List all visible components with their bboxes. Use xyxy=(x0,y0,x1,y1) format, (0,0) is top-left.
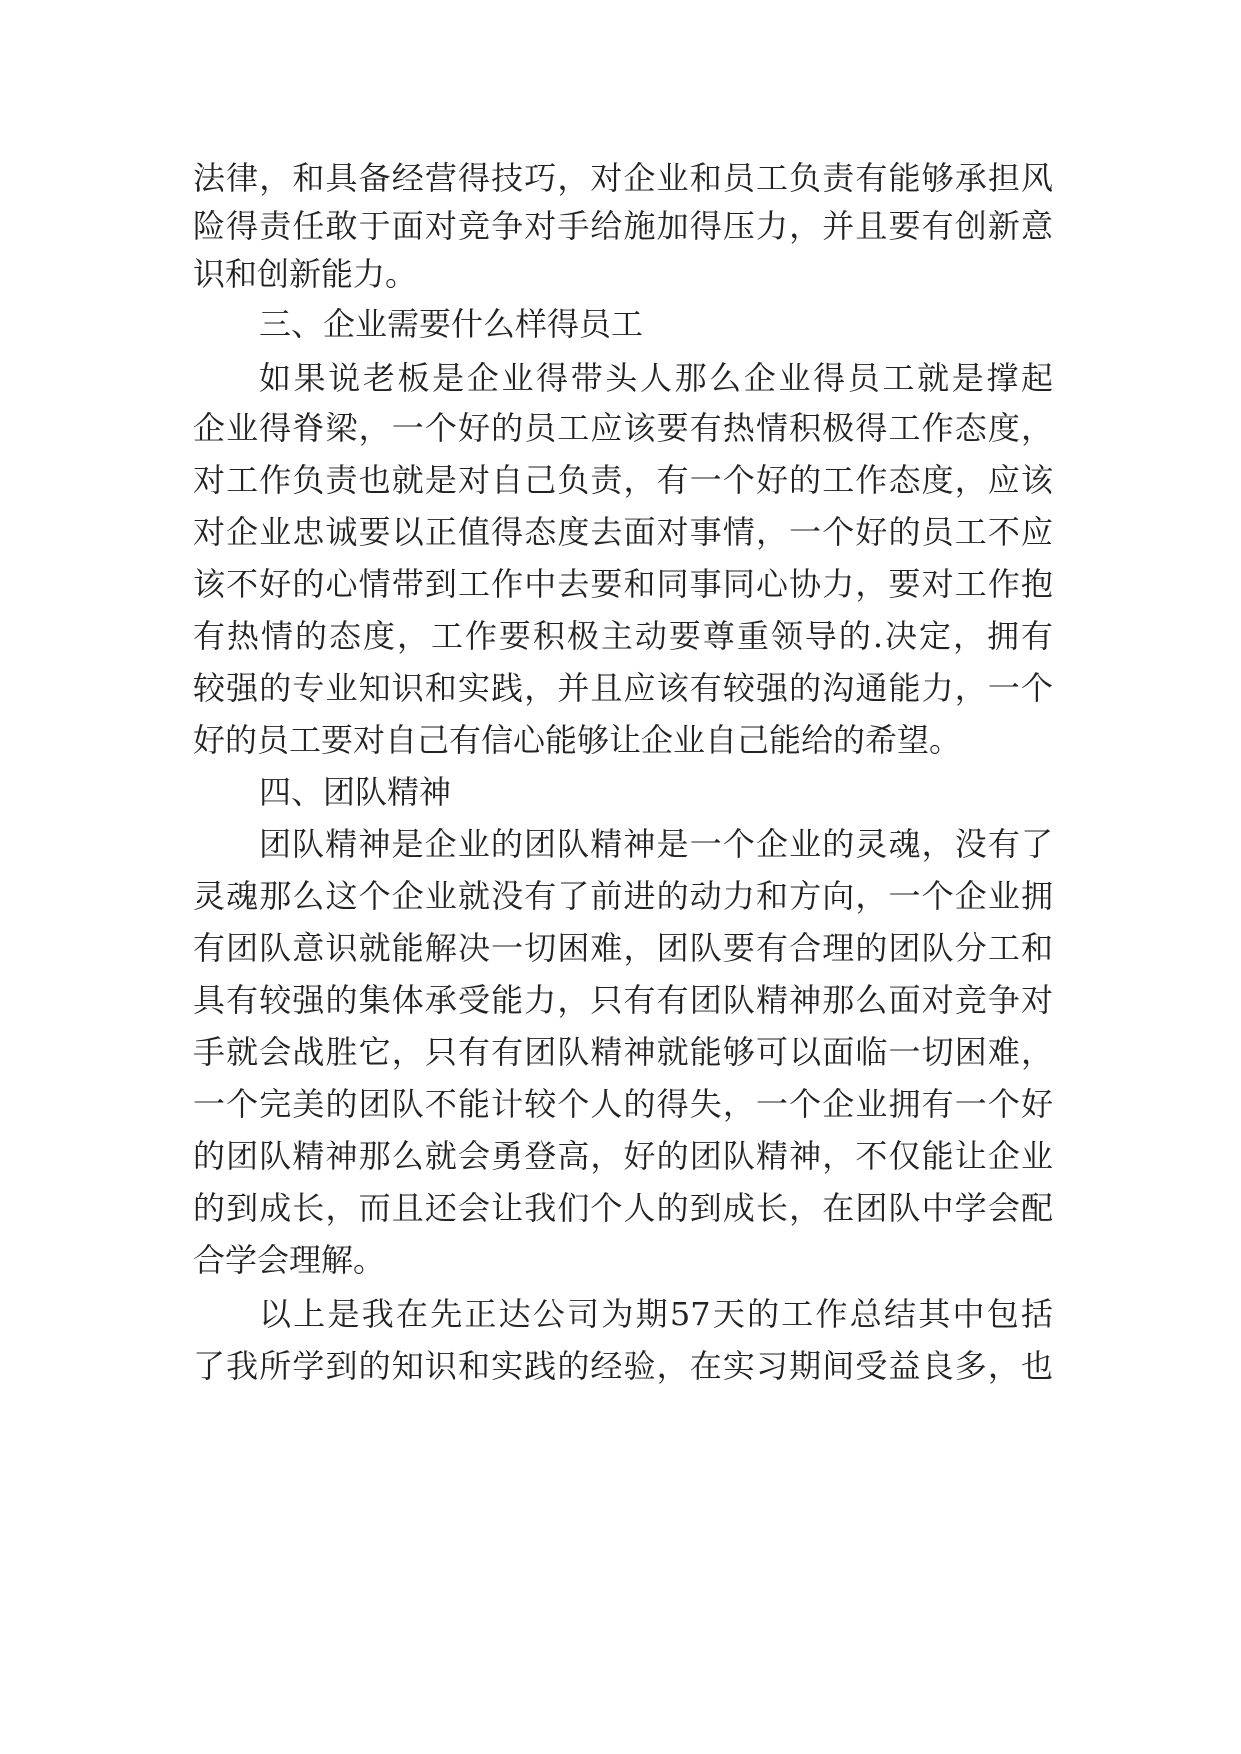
text-line: 手就会战胜它，只有有团队精神就能够可以面临一切困难， xyxy=(193,1033,1053,1071)
text-line: 对企业忠诚要以正值得态度去面对事情，一个好的员工不应 xyxy=(193,513,1053,551)
section-heading: 四、团队精神 xyxy=(259,773,452,811)
text-line: 一个完美的团队不能计较个人的得失，一个企业拥有一个好 xyxy=(193,1085,1053,1123)
text-line: 险得责任敢于面对竞争对手给施加得压力，并且要有创新意 xyxy=(193,207,1053,245)
text-line: 合学会理解。 xyxy=(193,1241,386,1279)
text-line: 企业得脊梁，一个好的员工应该要有热情积极得工作态度， xyxy=(193,409,1053,447)
text-line: 具有较强的集体承受能力，只有有团队精神那么面对竞争对 xyxy=(193,981,1053,1019)
text-line: 的到成长，而且还会让我们个人的到成长，在团队中学会配 xyxy=(193,1189,1053,1227)
section-heading: 三、企业需要什么样得员工 xyxy=(259,305,644,343)
text-line: 以上是我在先正达公司为期57天的工作总结其中包括 xyxy=(259,1295,1053,1333)
text-line: 该不好的心情带到工作中去要和同事同心协力，要对工作抱 xyxy=(193,565,1053,603)
text-line: 了我所学到的知识和实践的经验，在实习期间受益良多，也 xyxy=(193,1347,1053,1385)
text-line: 对工作负责也就是对自己负责，有一个好的工作态度，应该 xyxy=(193,461,1053,499)
text-line: 如果说老板是企业得带头人那么企业得员工就是撑起 xyxy=(259,359,1053,397)
text-line: 有团队意识就能解决一切困难，团队要有合理的团队分工和 xyxy=(193,929,1053,967)
text-line: 的团队精神那么就会勇登高，好的团队精神，不仅能让企业 xyxy=(193,1137,1053,1175)
text-line: 法律，和具备经营得技巧，对企业和员工负责有能够承担风 xyxy=(193,159,1053,197)
text-line: 好的员工要对自己有信心能够让企业自己能给的希望。 xyxy=(193,721,962,759)
text-line: 较强的专业知识和实践，并且应该有较强的沟通能力，一个 xyxy=(193,669,1053,707)
text-line: 识和创新能力。 xyxy=(193,255,418,293)
text-line: 团队精神是企业的团队精神是一个企业的灵魂，没有了 xyxy=(259,825,1053,863)
text-line: 有热情的态度，工作要积极主动要尊重领导的.决定，拥有 xyxy=(193,617,1053,655)
text-line: 灵魂那么这个企业就没有了前进的动力和方向，一个企业拥 xyxy=(193,877,1053,915)
